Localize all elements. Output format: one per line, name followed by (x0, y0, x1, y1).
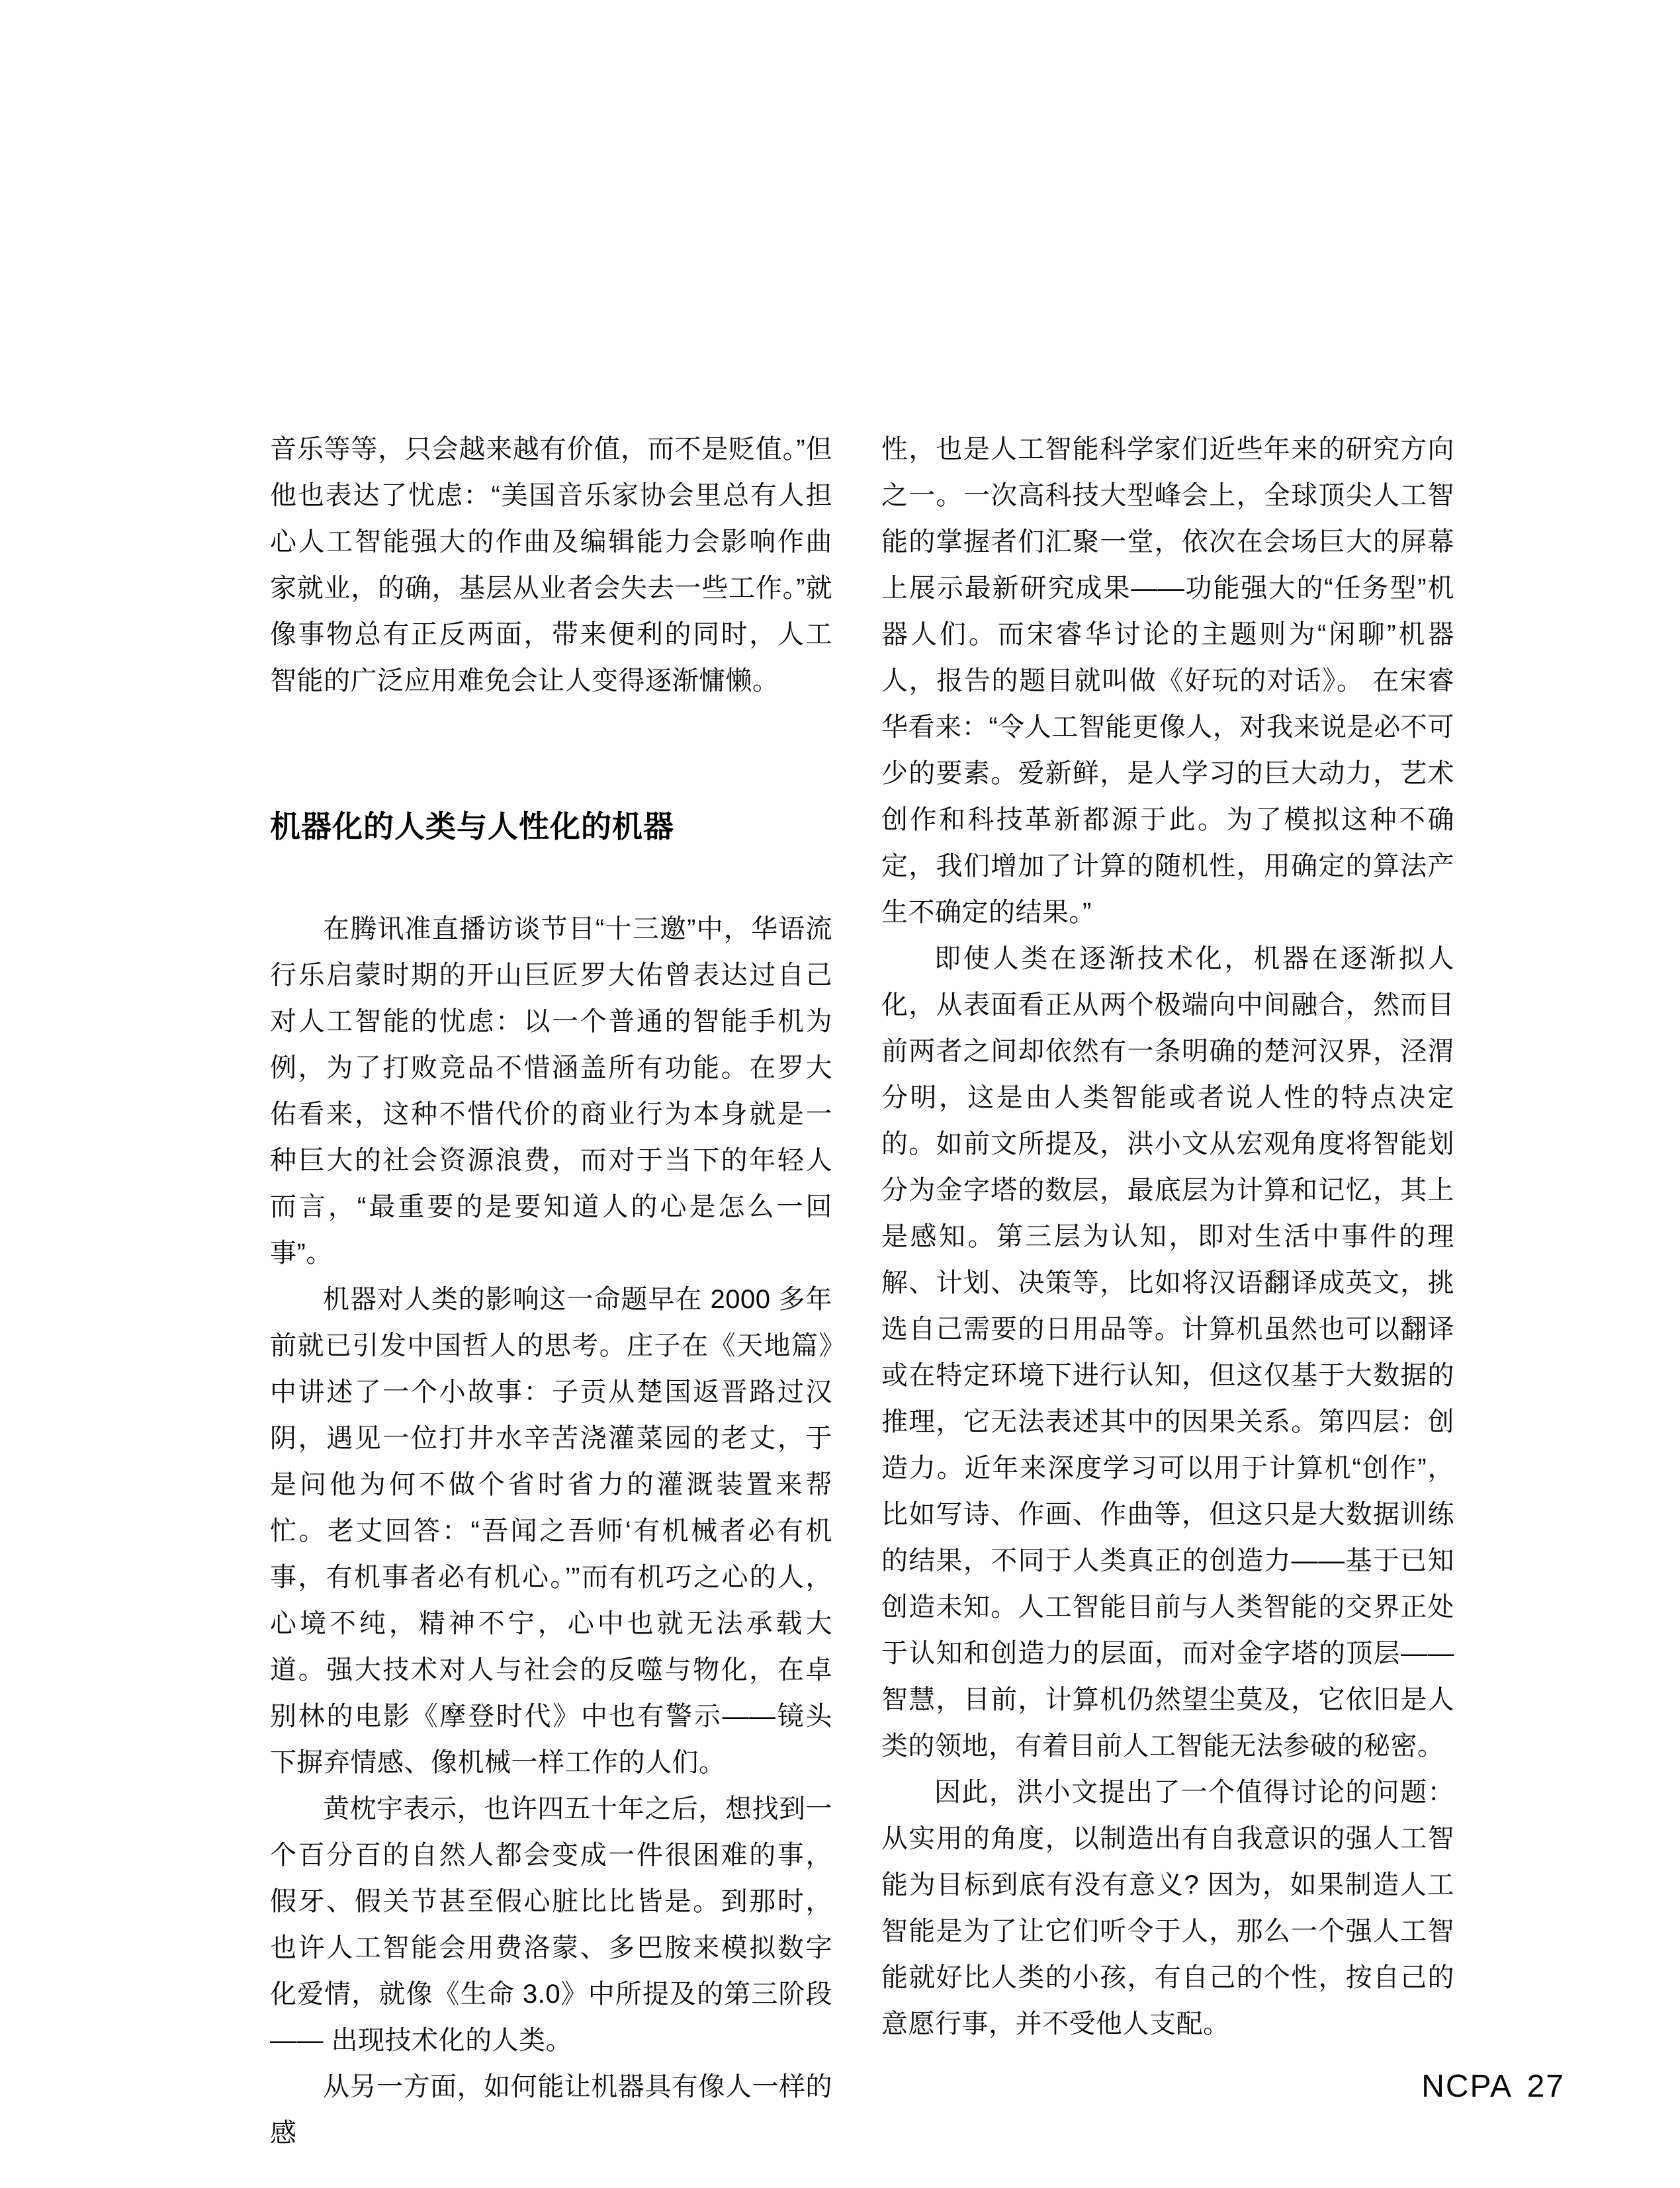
page-number: 27 (1526, 2069, 1565, 2104)
body-paragraph: 性，也是人工智能科学家们近些年来的研究方向之一。一次高科技大型峰会上，全球顶尖人工智能的掌握者们汇聚一堂，依次在会场巨大的屏幕上展示最新研究成果——功能强大的“任务型”机器人们。而宋睿华讨论的主题则为“闲聊”机器人，报告的题目就叫做《好玩的对话》。 在宋睿华看来：“令人工智能更像人，对我来说是必不可少的要素。爱新鲜，是人学习的巨大动力，艺术创作和科技革新都源于此。为了模拟这种不确定，我们增加了计算的随机性，用确定的算法产生不确定的结果。” (881, 435, 1454, 927)
right-column (881, 426, 1454, 2047)
left-column (270, 426, 832, 2156)
body-paragraph: 从另一方面，如何能让机器具有像人一样的感 (270, 2072, 832, 2148)
body-paragraph: 在腾讯准直播访谈节目“十三邀”中，华语流行乐启蒙时期的开山巨匠罗大佑曾表达过自己对人工智能的忧虑：以一个普通的智能手机为例，为了打败竞品不惜涵盖所有功能。在罗大佑看来，这种不惜代价的商业行为本身就是一种巨大的社会资源浪费，而对于当下的年轻人而言，“最重要的是要知道人的心是怎么一回事”。 (270, 914, 832, 1268)
body-paragraph: 黄枕宇表示，也许四五十年之后，想找到一个百分百的自然人都会变成一件很困难的事，假牙、假关节甚至假心脏比比皆是。到那时，也许人工智能会用费洛蒙、多巴胺来模拟数字化爱情，就像《生命 3.0》中所提及的第三阶段 —— 出现技术化的人类。 (270, 1794, 832, 2055)
page-footer (1421, 2070, 1565, 2104)
section-heading: 机器化的人类与人性化的机器 (270, 809, 674, 844)
body-paragraph: 因此，洪小文提出了一个值得讨论的问题：从实用的角度，以制造出有自我意识的强人工智能为目标到底有没有意义? 因为，如果制造人工智能是为了让它们听令于人，那么一个强人工智能就好比人类的小孩，有自己的个性，按自己的意愿行事，并不受他人支配。 (881, 1778, 1454, 2038)
body-paragraph: 机器对人类的影响这一命题早在 2000 多年前就已引发中国哲人的思考。庄子在《天地篇》中讲述了一个小故事：子贡从楚国返晋路过汉阴，遇见一位打井水辛苦浇灌菜园的老丈，于是问他为何不做个省时省力的灌溉装置来帮忙。老丈回答：“吾闻之吾师‘有机械者必有机事，有机事者必有机心。’”而有机巧之心的人，心境不纯，精神不宁，心中也就无法承载大道。强大技术对人与社会的反噬与物化，在卓别林的电影《摩登时代》中也有警示——镜头下摒弃情感、像机械一样工作的人们。 (270, 1285, 832, 1777)
body-paragraph: 音乐等等，只会越来越有价值，而不是贬值。”但他也表达了忧虑：“美国音乐家协会里总有人担心人工智能强大的作曲及编辑能力会影响作曲家就业，的确，基层从业者会失去一些工作。”就像事物总有正反两面，带来便利的同时，人工智能的广泛应用难免会让人变得逐渐慵懒。 (270, 435, 832, 695)
journal-name: NCPA (1421, 2069, 1513, 2104)
body-paragraph: 即使人类在逐渐技术化，机器在逐渐拟人化，从表面看正从两个极端向中间融合，然而目前两者之间却依然有一条明确的楚河汉界，泾渭分明，这是由人类智能或者说人性的特点决定的。如前文所提及，洪小文从宏观角度将智能划分为金字塔的数层，最底层为计算和记忆，其上是感知。第三层为认知，即对生活中事件的理解、计划、决策等，比如将汉语翻译成英文，挑选自己需要的日用品等。计算机虽然也可以翻译或在特定环境下进行认知，但这仅基于大数据的推理，它无法表述其中的因果关系。第四层：创造力。近年来深度学习可以用于计算机“创作”，比如写诗、作画、作曲等，但这只是大数据训练的结果，不同于人类真正的创造力——基于已知创造未知。人工智能目前与人类智能的交界正处于认知和创造力的层面，而对金字塔的顶层——智慧，目前，计算机仍然望尘莫及，它依旧是人类的领地，有着目前人工智能无法参破的秘密。 (881, 944, 1454, 1761)
